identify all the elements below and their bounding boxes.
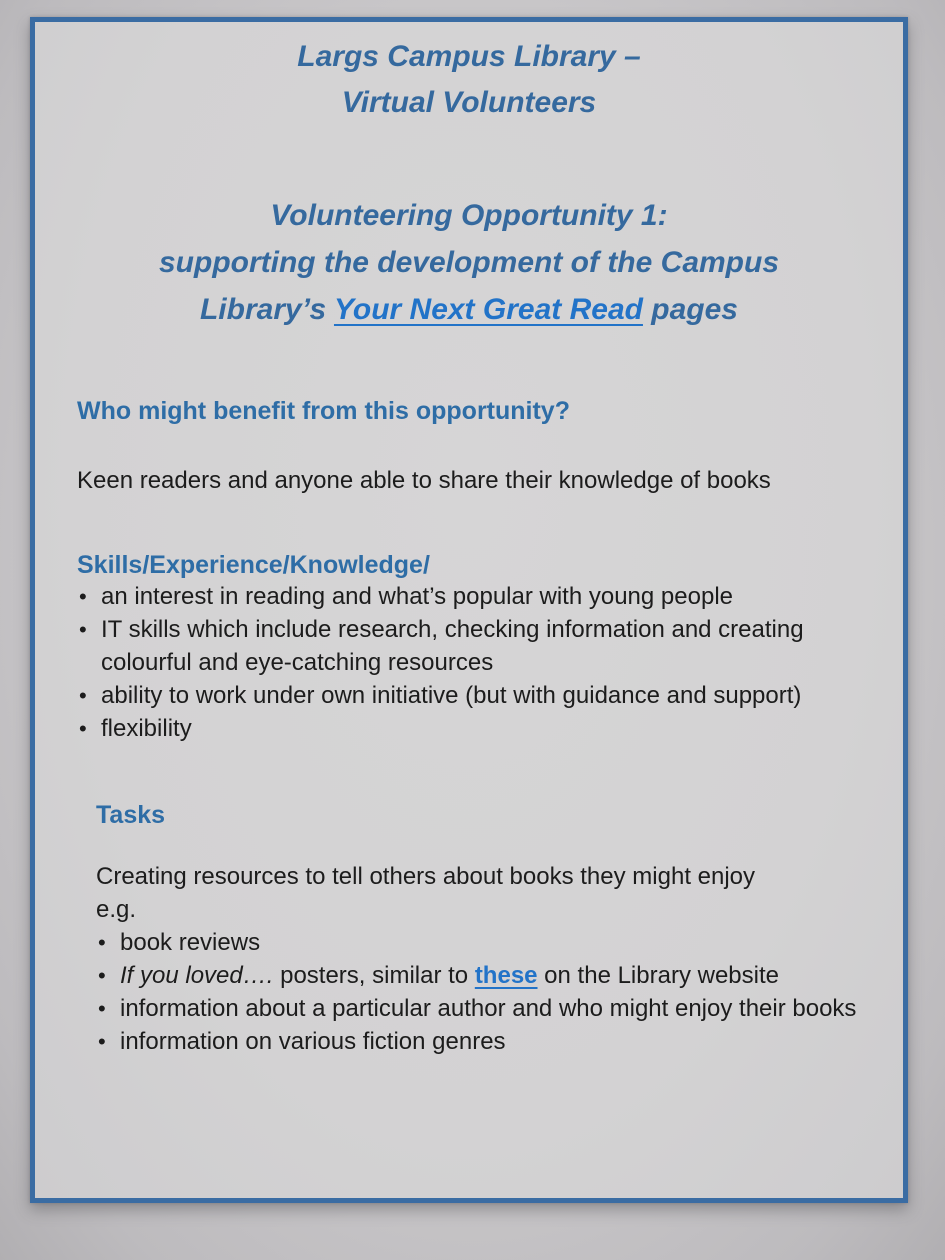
subtitle-line-3 [77,286,861,333]
skills-bullet-item: • an interest in reading and what’s popular with young people [77,580,861,613]
if-you-loved-italic: If you loved…. [120,962,274,989]
skills-bullet-item: • IT skills which include research, checking information and creating colourful and eye-catching resources [77,613,861,679]
title-line-1: Largs Campus Library – [297,40,641,73]
document-title [77,34,861,126]
tasks-section [96,801,861,1058]
tasks-intro-line-2: e.g. [96,896,137,923]
opportunity-subtitle [77,192,861,333]
benefit-heading: Who might benefit from this opportunity? [77,397,570,425]
subtitle-line-3-prefix: Library’s [199,293,334,326]
benefit-body: Keen readers and anyone able to share their knowledge of books [77,467,771,494]
skills-bullet-item: • ability to work under own initiative (but with guidance and support) [77,679,861,712]
tasks-heading: Tasks [96,801,166,829]
document-card [30,17,908,1203]
tasks-bullet-list [96,926,861,1058]
tasks-bullet-item: • information about a particular author and who might enjoy their books [96,992,861,1025]
tasks-bullet-item: • book reviews [96,926,861,959]
tasks-bullet-item [96,959,861,992]
tasks-bullet-end-text: on the Library website [537,962,779,989]
tasks-bullet-mid-text: posters, similar to [273,962,475,989]
tasks-intro-line-1: Creating resources to tell others about books they might enjoy [96,863,756,890]
these-link[interactable]: these [474,962,538,989]
skills-bullet-item: • flexibility [77,712,861,745]
subtitle-line-3-suffix: pages [642,293,738,326]
your-next-great-read-link[interactable]: Your Next Great Read [333,293,643,326]
tasks-bullet-item: • information on various fiction genres [96,1025,861,1058]
title-line-2: Virtual Volunteers [341,86,597,119]
subtitle-line-2: supporting the development of the Campus [158,246,780,279]
skills-bullet-list [77,580,861,745]
subtitle-line-1: Volunteering Opportunity 1: [270,199,668,232]
tasks-intro [96,860,836,926]
skills-heading: Skills/Experience/Knowledge/ [77,551,430,579]
